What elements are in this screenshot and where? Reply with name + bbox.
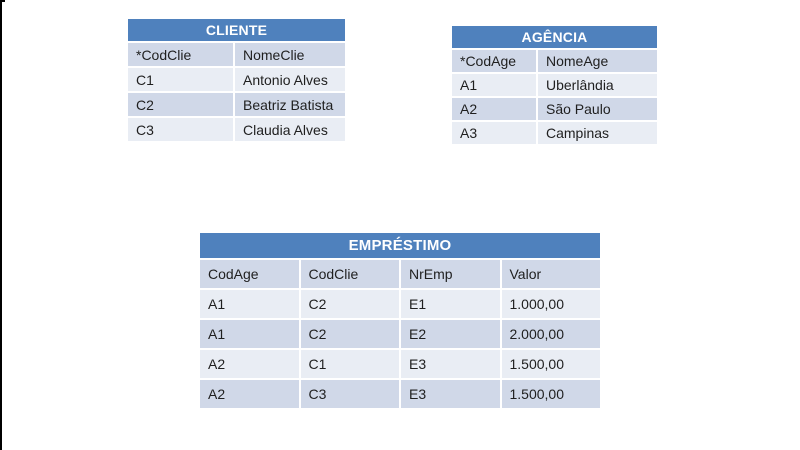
table-cell: E3: [401, 380, 500, 408]
column-header-cell: *CodClie: [128, 43, 233, 66]
column-header-cell: Valor: [502, 260, 601, 288]
column-header-cell: *CodAge: [452, 50, 536, 72]
table-row: [128, 93, 345, 116]
table-cell: C3: [301, 380, 400, 408]
table-title-agencia: AGÊNCIA: [452, 26, 657, 48]
table-cell: A1: [200, 320, 299, 348]
table-row: [200, 380, 600, 408]
column-header-cell: CodClie: [301, 260, 400, 288]
table-cell: C3: [128, 118, 233, 141]
table-cell: A1: [452, 74, 536, 96]
table-row: [452, 74, 657, 96]
table-cell: C2: [301, 290, 400, 318]
table-agencia: [452, 26, 657, 144]
column-header-cell: NrEmp: [401, 260, 500, 288]
column-header-cell: NomeClie: [235, 43, 345, 66]
table-row: [128, 118, 345, 141]
table-cell: 1.500,00: [502, 380, 601, 408]
column-header-cell: CodAge: [200, 260, 299, 288]
table-title-emprestimo: EMPRÉSTIMO: [200, 233, 600, 258]
table-row: [128, 68, 345, 91]
table-cell: A2: [200, 350, 299, 378]
top-left-corner-mark: [0, 0, 5, 2]
table-cell: 2.000,00: [502, 320, 601, 348]
table-cliente: [128, 19, 345, 141]
table-cell: A2: [200, 380, 299, 408]
table-cell: Uberlândia: [538, 74, 657, 96]
table-cell: C2: [128, 93, 233, 116]
table-emprestimo: [200, 233, 600, 408]
column-header-row-agencia: [452, 50, 657, 72]
table-cell: A3: [452, 122, 536, 144]
table-row: [200, 290, 600, 318]
table-row: [452, 122, 657, 144]
table-cell: 1.500,00: [502, 350, 601, 378]
table-cell: C1: [301, 350, 400, 378]
table-title-cliente: CLIENTE: [128, 19, 345, 41]
column-header-row-emprestimo: [200, 260, 600, 288]
table-cell: 1.000,00: [502, 290, 601, 318]
table-cell: E2: [401, 320, 500, 348]
table-cell: A2: [452, 98, 536, 120]
table-cell: C2: [301, 320, 400, 348]
table-cell: São Paulo: [538, 98, 657, 120]
table-cell: A1: [200, 290, 299, 318]
table-row: [452, 98, 657, 120]
table-cell: E1: [401, 290, 500, 318]
column-header-row-cliente: [128, 43, 345, 66]
table-row: [200, 320, 600, 348]
table-cell: E3: [401, 350, 500, 378]
table-cell: C1: [128, 68, 233, 91]
table-cell: Beatriz Batista: [235, 93, 345, 116]
table-cell: Campinas: [538, 122, 657, 144]
column-header-cell: NomeAge: [538, 50, 657, 72]
left-edge-line: [0, 0, 2, 450]
table-row: [200, 350, 600, 378]
table-cell: Antonio Alves: [235, 68, 345, 91]
table-cell: Claudia Alves: [235, 118, 345, 141]
